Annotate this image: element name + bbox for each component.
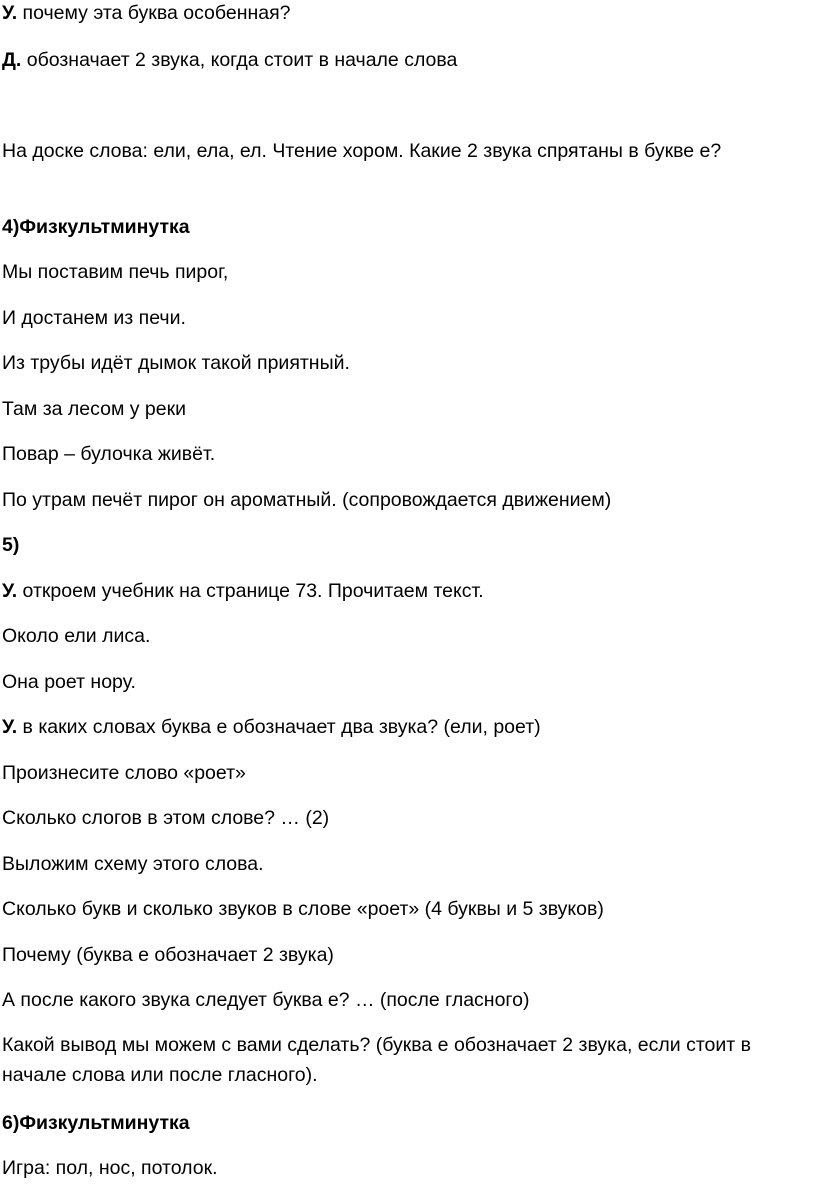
line-text: почему эта буква особенная? [17, 2, 291, 24]
teacher-line [2, 1, 290, 25]
text-line: Выложим схему этого слова. [2, 853, 264, 875]
poem-line: Повар – булочка живёт. [2, 443, 216, 465]
text-line: Произнесите слово «роет» [2, 762, 246, 784]
section-heading: 5) [2, 534, 20, 556]
speaker-label: У. [2, 580, 18, 602]
speaker-label: У. [2, 2, 18, 24]
text-line: Она роет нору. [2, 671, 136, 693]
text-line: Почему (буква е обозначает 2 звука) [2, 944, 334, 966]
student-line [2, 48, 457, 72]
poem-line: И достанем из печи. [2, 307, 186, 329]
line-text: обозначает 2 звука, когда стоит в начале слова [21, 49, 458, 71]
line-text: откроем учебник на странице 73. Прочитаем текст. [17, 580, 484, 602]
teacher-line [2, 715, 541, 739]
paragraph: На доске слова: ели, ела, ел. Чтение хором. Какие 2 звука спрятаны в букве е? [2, 140, 722, 162]
speaker-label: У. [2, 716, 18, 738]
poem-line: Там за лесом у реки [2, 398, 187, 420]
paragraph: Какой вывод мы можем с вами сделать? (буква е обозначает 2 звука, если стоит в начале слова или после гласного). [2, 1034, 751, 1086]
teacher-line [2, 579, 484, 603]
text-line: Около ели лиса. [2, 625, 151, 647]
section-heading: 6)Физкультминутка [2, 1112, 190, 1134]
poem-line: Мы поставим печь пирог, [2, 261, 229, 283]
poem-line: Из трубы идёт дымок такой приятный. [2, 352, 350, 374]
text-line: Игра: пол, нос, потолок. [2, 1157, 218, 1179]
text-line: А после какого звука следует буква е? … (после гласного) [2, 989, 530, 1011]
section-heading: 4)Физкультминутка [2, 216, 190, 238]
text-line: Сколько слогов в этом слове? … (2) [2, 807, 330, 829]
speaker-label: Д. [2, 49, 22, 71]
line-text: в каких словах буква е обозначает два звука? (ели, роет) [17, 716, 541, 738]
text-line: Сколько букв и сколько звуков в слове «роет» (4 буквы и 5 звуков) [2, 898, 604, 920]
poem-line: По утрам печёт пирог он ароматный. (сопровождается движением) [2, 489, 612, 511]
